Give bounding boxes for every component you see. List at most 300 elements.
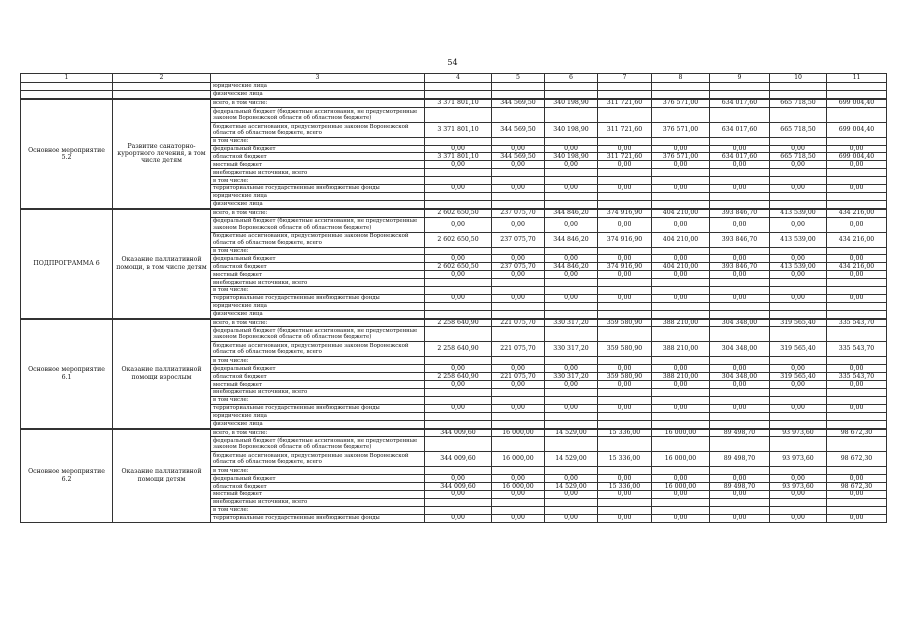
value-cell: 0,00 — [598, 491, 652, 499]
value-cell — [652, 396, 710, 404]
value-cell: 0,00 — [710, 185, 770, 193]
value-cell — [827, 192, 887, 200]
value-cell: 0,00 — [652, 475, 710, 483]
value-cell: 14 529,00 — [545, 483, 598, 491]
value-cell — [827, 137, 887, 145]
value-cell — [492, 420, 545, 428]
value-cell — [770, 83, 827, 91]
value-cell: 0,00 — [770, 381, 827, 389]
value-cell: 344 569,50 — [492, 122, 545, 137]
value-cell: 0,00 — [770, 475, 827, 483]
value-cell: 0,00 — [545, 161, 598, 169]
value-cell — [710, 420, 770, 428]
program-name: Основное мероприятие 5.2 — [21, 99, 113, 208]
value-cell: 413 539,00 — [770, 232, 827, 247]
value-cell: 0,00 — [492, 185, 545, 193]
value-cell — [492, 357, 545, 365]
value-cell — [492, 107, 545, 122]
value-cell: 404 210,00 — [652, 263, 710, 271]
value-cell — [492, 137, 545, 145]
value-cell: 0,00 — [652, 514, 710, 522]
row-label: внебюджетные источники, всего — [211, 498, 425, 506]
value-cell: 699 004,40 — [827, 122, 887, 137]
value-cell — [827, 498, 887, 506]
value-cell — [492, 327, 545, 342]
row-label: юридические лица — [211, 192, 425, 200]
value-cell — [770, 90, 827, 98]
row-label: всего, в том числе: — [211, 209, 425, 217]
row-label: внебюджетные источники, всего — [211, 389, 425, 397]
row-label: территориальные государственные внебюджетные фонды — [211, 404, 425, 412]
row-label: бюджетные ассигнования, предусмотренные законом Воронежской области об областном бюджете, всего — [211, 122, 425, 137]
row-label: в том числе: — [211, 137, 425, 145]
empty-cell — [21, 90, 113, 98]
value-cell — [770, 302, 827, 310]
value-cell — [710, 467, 770, 475]
value-cell: 0,00 — [492, 271, 545, 279]
row-label: территориальные государственные внебюджетные фонды — [211, 294, 425, 302]
value-cell: 311 721,60 — [598, 153, 652, 161]
value-cell: 98 672,30 — [827, 483, 887, 491]
value-cell: 699 004,40 — [827, 153, 887, 161]
value-cell — [545, 90, 598, 98]
empty-cell — [113, 90, 211, 98]
value-cell — [652, 302, 710, 310]
value-cell — [425, 90, 492, 98]
value-cell: 0,00 — [652, 217, 710, 232]
empty-cell — [113, 83, 211, 91]
value-cell — [710, 200, 770, 208]
value-cell — [652, 357, 710, 365]
value-cell: 0,00 — [827, 514, 887, 522]
value-cell: 0,00 — [652, 161, 710, 169]
value-cell — [770, 396, 827, 404]
value-cell: 0,00 — [598, 161, 652, 169]
value-cell — [598, 200, 652, 208]
value-cell — [598, 302, 652, 310]
value-cell: 0,00 — [425, 185, 492, 193]
value-cell — [425, 192, 492, 200]
value-cell — [827, 287, 887, 295]
value-cell — [770, 506, 827, 514]
value-cell: 0,00 — [598, 381, 652, 389]
value-cell: 0,00 — [425, 161, 492, 169]
header-cell: 3 — [211, 74, 425, 83]
value-cell: 0,00 — [770, 271, 827, 279]
value-cell: 0,00 — [827, 255, 887, 263]
row-label: областной бюджет — [211, 483, 425, 491]
value-cell: 359 580,90 — [598, 319, 652, 327]
value-cell: 340 198,90 — [545, 99, 598, 107]
value-cell: 2 602 650,50 — [425, 209, 492, 217]
value-cell — [710, 247, 770, 255]
value-cell — [770, 177, 827, 185]
value-cell — [827, 389, 887, 397]
value-cell — [827, 90, 887, 98]
value-cell: 0,00 — [492, 145, 545, 153]
value-cell: 0,00 — [710, 294, 770, 302]
value-cell: 0,00 — [492, 161, 545, 169]
value-cell: 434 216,00 — [827, 232, 887, 247]
value-cell — [545, 389, 598, 397]
value-cell: 0,00 — [598, 255, 652, 263]
value-cell: 304 348,00 — [710, 319, 770, 327]
value-cell: 0,00 — [545, 475, 598, 483]
row-label: бюджетные ассигнования, предусмотренные законом Воронежской области об областном бюджете, всего — [211, 452, 425, 467]
value-cell — [710, 279, 770, 287]
value-cell — [827, 169, 887, 177]
value-cell — [545, 412, 598, 420]
row-label: физические лица — [211, 90, 425, 98]
value-cell — [827, 327, 887, 342]
value-cell — [598, 177, 652, 185]
value-cell: 434 216,00 — [827, 263, 887, 271]
value-cell: 0,00 — [492, 255, 545, 263]
value-cell: 335 543,70 — [827, 319, 887, 327]
value-cell — [710, 90, 770, 98]
value-cell — [598, 90, 652, 98]
value-cell: 0,00 — [598, 271, 652, 279]
value-cell — [770, 192, 827, 200]
value-cell — [492, 247, 545, 255]
row-label: в том числе: — [211, 357, 425, 365]
value-cell: 340 198,90 — [545, 153, 598, 161]
value-cell: 634 017,60 — [710, 99, 770, 107]
value-cell: 89 498,70 — [710, 483, 770, 491]
value-cell: 0,00 — [710, 271, 770, 279]
row-label: федеральный бюджет — [211, 255, 425, 263]
value-cell — [827, 412, 887, 420]
value-cell: 14 529,00 — [545, 429, 598, 437]
value-cell: 0,00 — [710, 255, 770, 263]
value-cell: 237 075,70 — [492, 209, 545, 217]
value-cell: 0,00 — [492, 294, 545, 302]
row-label: внебюджетные источники, всего — [211, 169, 425, 177]
value-cell — [598, 192, 652, 200]
value-cell: 93 973,60 — [770, 429, 827, 437]
value-cell — [545, 177, 598, 185]
value-cell — [827, 310, 887, 318]
value-cell: 665 718,50 — [770, 153, 827, 161]
value-cell: 0,00 — [652, 381, 710, 389]
value-cell: 0,00 — [710, 217, 770, 232]
value-cell: 0,00 — [425, 255, 492, 263]
row-label: федеральный бюджет (бюджетные ассигнования, не предусмотренные законом Воронежской области об областном бюджете) — [211, 327, 425, 342]
value-cell — [652, 506, 710, 514]
row-label: в том числе: — [211, 287, 425, 295]
value-cell — [652, 287, 710, 295]
value-cell: 376 571,00 — [652, 99, 710, 107]
value-cell: 665 718,50 — [770, 99, 827, 107]
value-cell — [545, 437, 598, 452]
header-cell: 5 — [492, 74, 545, 83]
value-cell: 0,00 — [492, 404, 545, 412]
value-cell: 0,00 — [598, 514, 652, 522]
value-cell — [598, 327, 652, 342]
value-cell — [425, 506, 492, 514]
value-cell: 393 846,70 — [710, 232, 770, 247]
value-cell: 221 075,70 — [492, 373, 545, 381]
table-body — [21, 83, 887, 523]
value-cell — [598, 412, 652, 420]
value-cell — [770, 279, 827, 287]
value-cell — [710, 389, 770, 397]
header-cell: 11 — [827, 74, 887, 83]
value-cell: 388 210,00 — [652, 319, 710, 327]
row-label: физические лица — [211, 420, 425, 428]
value-cell: 0,00 — [598, 365, 652, 373]
value-cell: 0,00 — [545, 145, 598, 153]
value-cell: 413 539,00 — [770, 209, 827, 217]
value-cell — [827, 279, 887, 287]
value-cell — [770, 169, 827, 177]
value-cell: 0,00 — [770, 145, 827, 153]
value-cell — [652, 420, 710, 428]
value-cell: 0,00 — [425, 271, 492, 279]
value-cell: 319 565,40 — [770, 342, 827, 357]
value-cell: 16 000,00 — [652, 452, 710, 467]
program-description: Оказание паллиативной помощи детям — [113, 429, 211, 522]
value-cell — [652, 169, 710, 177]
value-cell — [770, 247, 827, 255]
value-cell — [492, 192, 545, 200]
row-label: федеральный бюджет (бюджетные ассигнования, не предусмотренные законом Воронежской области об областном бюджете) — [211, 107, 425, 122]
value-cell — [545, 310, 598, 318]
row-label: физические лица — [211, 310, 425, 318]
value-cell — [652, 389, 710, 397]
value-cell — [770, 498, 827, 506]
value-cell: 393 846,70 — [710, 263, 770, 271]
row-label: в том числе: — [211, 506, 425, 514]
value-cell — [710, 83, 770, 91]
value-cell: 0,00 — [827, 217, 887, 232]
value-cell: 0,00 — [425, 294, 492, 302]
row-label: юридические лица — [211, 412, 425, 420]
row-label: юридические лица — [211, 302, 425, 310]
program-name: ПОДПРОГРАММА 6 — [21, 209, 113, 318]
value-cell: 0,00 — [770, 185, 827, 193]
value-cell — [545, 247, 598, 255]
value-cell — [652, 247, 710, 255]
value-cell — [652, 310, 710, 318]
value-cell — [770, 310, 827, 318]
row-label: местный бюджет — [211, 161, 425, 169]
value-cell — [492, 279, 545, 287]
table-row — [21, 99, 887, 107]
value-cell — [827, 200, 887, 208]
value-cell — [710, 302, 770, 310]
value-cell: 304 348,00 — [710, 373, 770, 381]
row-label: всего, в том числе: — [211, 99, 425, 107]
value-cell — [598, 247, 652, 255]
value-cell — [827, 420, 887, 428]
program-description: Развитие санаторно-курортного лечения, в том числе детям — [113, 99, 211, 208]
value-cell — [598, 420, 652, 428]
table-row — [21, 429, 887, 437]
value-cell — [827, 357, 887, 365]
value-cell: 98 672,30 — [827, 429, 887, 437]
row-label: местный бюджет — [211, 491, 425, 499]
value-cell: 311 721,60 — [598, 122, 652, 137]
value-cell: 344 009,60 — [425, 452, 492, 467]
value-cell: 0,00 — [770, 294, 827, 302]
value-cell — [710, 137, 770, 145]
value-cell — [770, 137, 827, 145]
value-cell: 0,00 — [770, 404, 827, 412]
row-label: федеральный бюджет — [211, 475, 425, 483]
header-cell: 8 — [652, 74, 710, 83]
value-cell — [545, 83, 598, 91]
value-cell: 0,00 — [545, 217, 598, 232]
value-cell — [492, 389, 545, 397]
value-cell — [652, 192, 710, 200]
row-label: юридические лица — [211, 83, 425, 91]
value-cell: 16 000,00 — [492, 452, 545, 467]
value-cell: 344 846,20 — [545, 232, 598, 247]
value-cell: 344 846,20 — [545, 263, 598, 271]
value-cell — [770, 107, 827, 122]
value-cell — [827, 396, 887, 404]
value-cell — [598, 357, 652, 365]
value-cell: 634 017,60 — [710, 153, 770, 161]
value-cell — [425, 83, 492, 91]
value-cell: 0,00 — [652, 294, 710, 302]
row-label: местный бюджет — [211, 381, 425, 389]
value-cell: 221 075,70 — [492, 342, 545, 357]
value-cell: 0,00 — [545, 381, 598, 389]
value-cell: 16 000,00 — [652, 429, 710, 437]
value-cell: 665 718,50 — [770, 122, 827, 137]
value-cell: 0,00 — [425, 491, 492, 499]
value-cell: 0,00 — [425, 514, 492, 522]
value-cell — [652, 498, 710, 506]
table-row — [21, 209, 887, 217]
value-cell: 3 371 801,10 — [425, 122, 492, 137]
value-cell — [710, 177, 770, 185]
value-cell: 89 498,70 — [710, 452, 770, 467]
value-cell: 3 371 801,10 — [425, 153, 492, 161]
value-cell: 0,00 — [545, 294, 598, 302]
value-cell — [598, 467, 652, 475]
value-cell — [545, 420, 598, 428]
header-cell: 1 — [21, 74, 113, 83]
value-cell: 388 210,00 — [652, 373, 710, 381]
program-name: Основное мероприятие 6.1 — [21, 319, 113, 428]
value-cell: 0,00 — [770, 161, 827, 169]
value-cell: 0,00 — [545, 365, 598, 373]
value-cell: 0,00 — [770, 514, 827, 522]
table-header — [21, 74, 887, 83]
value-cell: 0,00 — [827, 365, 887, 373]
page-number: 54 — [447, 58, 458, 67]
value-cell — [652, 107, 710, 122]
row-label: внебюджетные источники, всего — [211, 279, 425, 287]
value-cell: 0,00 — [827, 145, 887, 153]
value-cell: 413 539,00 — [770, 263, 827, 271]
value-cell: 330 317,20 — [545, 373, 598, 381]
value-cell — [710, 310, 770, 318]
value-cell: 0,00 — [598, 404, 652, 412]
header-cell: 7 — [598, 74, 652, 83]
value-cell: 0,00 — [710, 145, 770, 153]
value-cell — [425, 389, 492, 397]
value-cell: 388 210,00 — [652, 342, 710, 357]
row-label: в том числе: — [211, 177, 425, 185]
value-cell: 335 543,70 — [827, 373, 887, 381]
value-cell: 376 571,00 — [652, 122, 710, 137]
value-cell — [770, 389, 827, 397]
row-label: федеральный бюджет — [211, 365, 425, 373]
value-cell: 0,00 — [827, 475, 887, 483]
value-cell — [545, 107, 598, 122]
value-cell: 0,00 — [827, 161, 887, 169]
value-cell: 15 336,00 — [598, 452, 652, 467]
value-cell — [710, 192, 770, 200]
value-cell — [425, 200, 492, 208]
value-cell: 0,00 — [652, 145, 710, 153]
value-cell — [425, 169, 492, 177]
value-cell — [425, 177, 492, 185]
value-cell — [598, 107, 652, 122]
value-cell — [492, 506, 545, 514]
value-cell: 221 075,70 — [492, 319, 545, 327]
value-cell — [652, 279, 710, 287]
value-cell: 0,00 — [652, 185, 710, 193]
value-cell: 0,00 — [425, 475, 492, 483]
header-cell: 9 — [710, 74, 770, 83]
value-cell — [492, 437, 545, 452]
value-cell — [425, 437, 492, 452]
value-cell: 0,00 — [827, 294, 887, 302]
value-cell: 374 916,90 — [598, 263, 652, 271]
value-cell — [652, 90, 710, 98]
value-cell — [827, 107, 887, 122]
value-cell — [492, 200, 545, 208]
value-cell: 404 210,00 — [652, 209, 710, 217]
row-label: федеральный бюджет (бюджетные ассигнования, не предусмотренные законом Воронежской области об областном бюджете) — [211, 437, 425, 452]
value-cell — [652, 200, 710, 208]
value-cell: 3 371 801,10 — [425, 99, 492, 107]
value-cell — [598, 437, 652, 452]
value-cell — [598, 83, 652, 91]
value-cell — [652, 327, 710, 342]
value-cell — [770, 420, 827, 428]
value-cell: 374 916,90 — [598, 209, 652, 217]
value-cell: 330 317,20 — [545, 319, 598, 327]
value-cell: 237 075,70 — [492, 263, 545, 271]
value-cell — [652, 412, 710, 420]
value-cell: 0,00 — [652, 491, 710, 499]
row-label: территориальные государственные внебюджетные фонды — [211, 185, 425, 193]
value-cell: 0,00 — [425, 145, 492, 153]
value-cell: 0,00 — [710, 514, 770, 522]
value-cell — [545, 498, 598, 506]
value-cell — [598, 287, 652, 295]
row-label: в том числе: — [211, 396, 425, 404]
value-cell — [492, 396, 545, 404]
row-label: всего, в том числе: — [211, 319, 425, 327]
value-cell: 319 565,40 — [770, 319, 827, 327]
value-cell — [598, 137, 652, 145]
value-cell: 0,00 — [710, 491, 770, 499]
table-row — [21, 90, 887, 98]
value-cell: 0,00 — [492, 365, 545, 373]
value-cell: 0,00 — [710, 404, 770, 412]
value-cell — [770, 437, 827, 452]
row-label: областной бюджет — [211, 373, 425, 381]
value-cell: 404 210,00 — [652, 232, 710, 247]
value-cell: 14 529,00 — [545, 452, 598, 467]
